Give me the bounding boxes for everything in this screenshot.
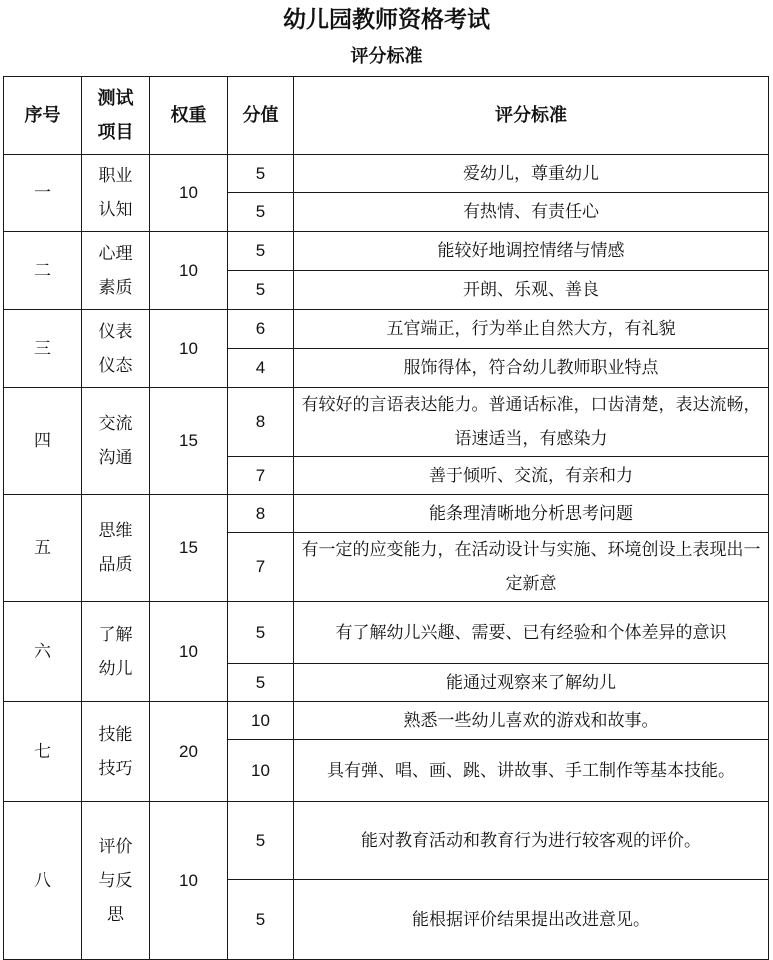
cell-standard: 善于倾听、交流，有亲和力: [294, 457, 769, 495]
cell-score: 10: [228, 702, 294, 740]
cell-score: 8: [228, 388, 294, 457]
cell-score: 5: [228, 155, 294, 193]
cell-test-item: [82, 388, 150, 495]
header-item-line1: 测试: [97, 87, 134, 109]
cell-weight: 10: [150, 232, 228, 310]
header-item: [82, 77, 150, 155]
header-item-line2: 项目: [97, 121, 134, 143]
table-row: [4, 388, 769, 457]
cell-weight: 15: [150, 495, 228, 602]
cell-test-item: [82, 602, 150, 702]
cell-weight: 10: [150, 802, 228, 960]
cell-score: 5: [228, 271, 294, 310]
cell-standard: 具有弹、唱、画、跳、讲故事、手工制作等基本技能。: [294, 740, 769, 802]
cell-score: 5: [228, 802, 294, 880]
scoring-table: [3, 76, 769, 960]
test-item-line: 认知: [98, 200, 133, 220]
test-item-line: 素质: [98, 277, 133, 298]
test-item-line: 沟通: [98, 448, 133, 468]
header-score: 分值: [228, 77, 294, 155]
cell-standard: 开朗、乐观、善良: [294, 271, 769, 310]
cell-standard: 能根据评价结果提出改进意见。: [294, 880, 769, 960]
cell-seq: 三: [4, 310, 82, 388]
cell-weight: 15: [150, 388, 228, 495]
table-body: [4, 155, 769, 960]
cell-test-item: [82, 232, 150, 310]
header-seq: 序号: [4, 77, 82, 155]
test-item-line: 技巧: [98, 758, 133, 779]
test-item-line: 评价: [98, 836, 133, 857]
cell-seq: 七: [4, 702, 82, 802]
cell-score: 7: [228, 457, 294, 495]
cell-test-item: [82, 310, 150, 388]
cell-weight: 20: [150, 702, 228, 802]
cell-standard: 有热情、有责任心: [294, 193, 769, 232]
cell-standard: 能对教育活动和教育行为进行较客观的评价。: [294, 802, 769, 880]
table-header-row: [4, 77, 769, 155]
cell-standard: 五官端正，行为举止自然大方，有礼貌: [294, 310, 769, 349]
cell-standard: 有一定的应变能力，在活动设计与实施、环境创设上表现出一定新意: [294, 533, 769, 602]
cell-seq: 四: [4, 388, 82, 495]
cell-standard: 有了解幼儿兴趣、需要、已有经验和个体差异的意识: [294, 602, 769, 664]
cell-seq: 六: [4, 602, 82, 702]
table-row: [4, 155, 769, 193]
cell-standard: 能条理清晰地分析思考问题: [294, 495, 769, 533]
cell-test-item: [82, 495, 150, 602]
cell-standard: 熟悉一些幼儿喜欢的游戏和故事。: [294, 702, 769, 740]
page-title: 幼儿园教师资格考试: [283, 6, 490, 33]
test-item-line: 心理: [98, 243, 133, 264]
test-item-line: 幼儿: [98, 658, 133, 679]
cell-seq: 一: [4, 155, 82, 232]
test-item-line: 思维: [98, 521, 133, 541]
cell-test-item: [82, 702, 150, 802]
cell-seq: 二: [4, 232, 82, 310]
cell-test-item: [82, 155, 150, 232]
cell-score: 5: [228, 232, 294, 271]
header-weight: 权重: [150, 77, 228, 155]
cell-score: 4: [228, 349, 294, 388]
table-row: [4, 232, 769, 271]
test-item-line: 交流: [98, 414, 133, 434]
test-item-line: 技能: [98, 724, 133, 745]
cell-score: 5: [228, 193, 294, 232]
test-item-line: 了解: [98, 624, 133, 645]
table-row: [4, 702, 769, 740]
table-row: [4, 495, 769, 533]
cell-weight: 10: [150, 310, 228, 388]
table-row: [4, 310, 769, 349]
cell-standard: 能较好地调控情绪与情感: [294, 232, 769, 271]
cell-score: 10: [228, 740, 294, 802]
test-item-line: 与反: [98, 870, 133, 891]
cell-score: 5: [228, 880, 294, 960]
cell-score: 8: [228, 495, 294, 533]
cell-score: 7: [228, 533, 294, 602]
test-item-line: 职业: [98, 166, 133, 186]
cell-standard: 服饰得体，符合幼儿教师职业特点: [294, 349, 769, 388]
cell-score: 5: [228, 664, 294, 702]
cell-score: 5: [228, 602, 294, 664]
cell-standard: 有较好的言语表达能力。普通话标准，口齿清楚，表达流畅，语速适当，有感染力: [294, 388, 769, 457]
test-item-line: 仪表: [98, 321, 133, 342]
test-item-line: 仪态: [98, 355, 133, 376]
cell-weight: 10: [150, 602, 228, 702]
cell-weight: 10: [150, 155, 228, 232]
test-item-line: 品质: [98, 555, 133, 575]
page-subtitle: 评分标准: [350, 46, 423, 67]
header-standard: 评分标准: [294, 77, 769, 155]
cell-standard: 能通过观察来了解幼儿: [294, 664, 769, 702]
test-item-line: 思: [107, 904, 124, 925]
table-row: [4, 802, 769, 880]
cell-score: 6: [228, 310, 294, 349]
table-row: [4, 602, 769, 664]
cell-seq: 八: [4, 802, 82, 960]
cell-seq: 五: [4, 495, 82, 602]
cell-standard: 爱幼儿，尊重幼儿: [294, 155, 769, 193]
cell-test-item: [82, 802, 150, 960]
